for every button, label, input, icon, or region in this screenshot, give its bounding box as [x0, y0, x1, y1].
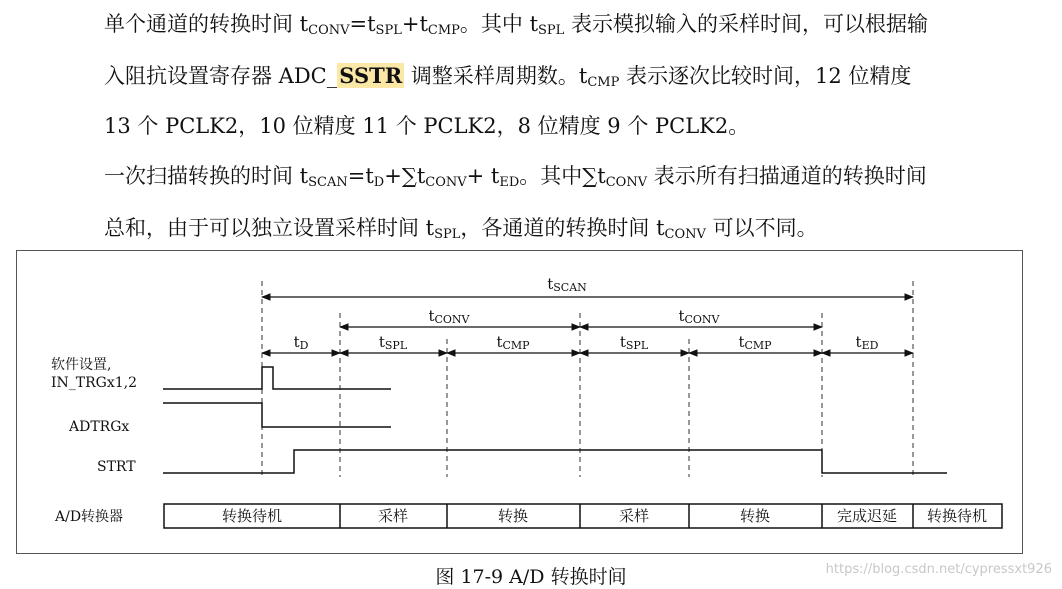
- signal-labels: [51, 357, 137, 525]
- signal-label-software-1: 软件设置,: [51, 357, 112, 373]
- subscript: D: [373, 175, 385, 190]
- text-seg: +t: [401, 12, 428, 36]
- paragraph-line-1: [104, 8, 1034, 38]
- text-seg: 13 个 PCLK2，10 位精度 11 个 PCLK2，8 位精度 9 个 PCLK2。: [104, 114, 750, 138]
- subscript: ED: [499, 175, 520, 190]
- paragraph-line-4: [104, 160, 1034, 190]
- subscript: SPL: [538, 23, 565, 38]
- dimension-labels: [294, 275, 879, 352]
- adc-state-labels: [222, 507, 987, 525]
- waveforms: [163, 367, 947, 473]
- waveform-strt: [163, 450, 947, 473]
- waveform-software-trigger: [163, 367, 391, 389]
- label-tspl-2: tSPL: [619, 333, 649, 352]
- state-label: 转换待机: [926, 507, 988, 525]
- label-tspl-1: tSPL: [378, 333, 408, 352]
- timing-diagram-frame: [16, 250, 1023, 554]
- text-seg: 单个通道的转换时间 t: [104, 12, 309, 36]
- text-seg: =t: [349, 12, 376, 36]
- subscript: CONV: [425, 175, 467, 190]
- state-label: 采样: [377, 507, 409, 525]
- text-seg: +∑t: [384, 164, 426, 188]
- guide-lines: [262, 281, 913, 477]
- state-label: 转换待机: [221, 507, 283, 525]
- label-td: tD: [293, 333, 309, 352]
- label-tscan: tSCAN: [547, 275, 587, 294]
- label-tconv-2: tCONV: [678, 307, 720, 326]
- text-seg: 可以不同。: [705, 216, 818, 240]
- subscript: CONV: [605, 175, 648, 190]
- label-ted: tED: [855, 333, 879, 352]
- paragraph-line-5: [104, 212, 1034, 242]
- timing-diagram: [17, 251, 1022, 553]
- label-tcmp-1: tCMP: [496, 333, 530, 352]
- text-seg: 入阻抗设置寄存器 ADC_: [104, 64, 338, 88]
- text-seg: 。其中 t: [459, 12, 539, 36]
- text-seg: + t: [466, 164, 500, 188]
- paragraph-line-3: [104, 110, 1034, 140]
- label-tcmp-2: tCMP: [738, 333, 772, 352]
- figure-caption: 图 17-9 A/D 转换时间: [435, 566, 627, 588]
- watermark: https://blog.csdn.net/cypressxt926: [825, 562, 1052, 577]
- subscript: CMP: [587, 75, 620, 90]
- text-seg: 表示模拟输入的采样时间，可以根据输: [564, 12, 929, 36]
- text-seg: 总和，由于可以独立设置采样时间 t: [104, 216, 435, 240]
- highlighted-register: SSTR: [339, 63, 403, 88]
- state-label: 采样: [618, 507, 650, 525]
- text-seg: 。其中∑t: [519, 164, 606, 188]
- signal-label-adc: A/D转换器: [55, 509, 124, 525]
- subscript: CONV: [664, 227, 706, 242]
- text-seg: ，各通道的转换时间 t: [460, 216, 665, 240]
- signal-label-adtrg: ADTRGx: [69, 419, 130, 435]
- subscript: SPL: [375, 23, 402, 38]
- label-tconv-1: tCONV: [428, 307, 470, 326]
- waveform-adtrg: [163, 403, 391, 427]
- state-label: 转换: [497, 507, 529, 525]
- text-seg: =t: [347, 164, 374, 188]
- subscript: SCAN: [308, 175, 348, 190]
- text-seg: 表示逐次比较时间，12 位精度: [619, 64, 912, 88]
- subscript: SPL: [434, 227, 461, 242]
- signal-label-strt: STRT: [97, 459, 136, 475]
- subscript: CMP: [427, 23, 460, 38]
- text-seg: 一次扫描转换的时间 t: [104, 164, 309, 188]
- subscript: CONV: [308, 23, 350, 38]
- text-seg: 调整采样周期数。t: [404, 64, 588, 88]
- paragraph-line-2: [104, 60, 1034, 90]
- dimension-arrows: [262, 297, 913, 353]
- text-seg: 表示所有扫描通道的转换时间: [647, 164, 927, 188]
- signal-label-software-2: IN_TRGx1,2: [51, 375, 138, 391]
- state-label: 完成迟延: [836, 507, 898, 525]
- state-label: 转换: [739, 507, 771, 525]
